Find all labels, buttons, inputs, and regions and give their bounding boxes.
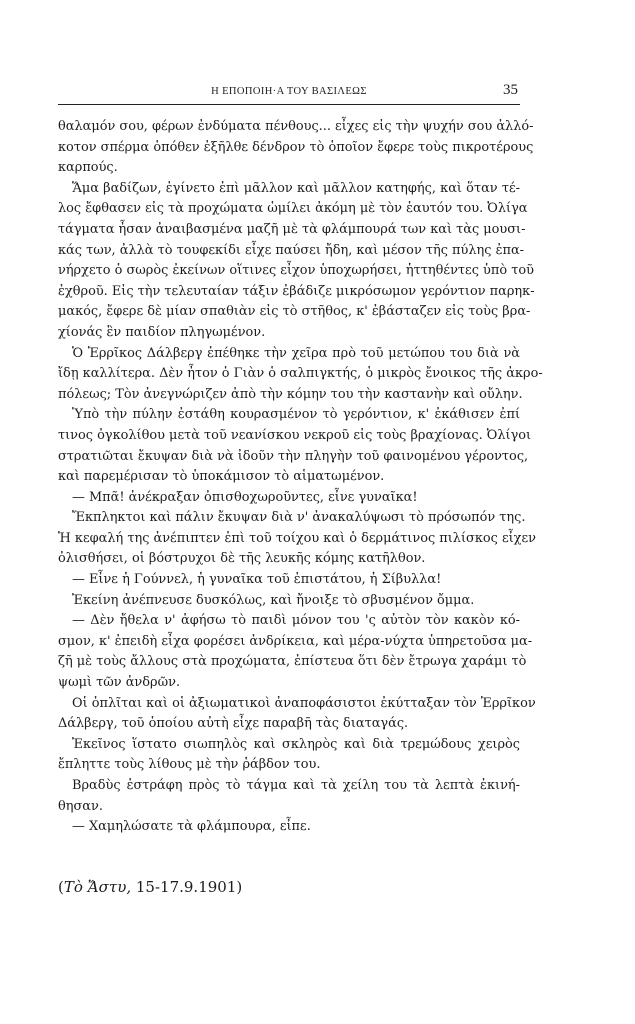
text-line: Βραδὺς ἐστράφη πρὸς τὸ τάγμα καὶ τὰ χείλη του τὰ λεπτὰ ἐκινή- (72, 778, 520, 793)
text-line: Ἐκεῖνος ἵστατο σιωπηλὸς καὶ σκληρὸς καὶ διὰ τρεμώδους χειρὸς (72, 736, 520, 752)
text-line: Δάλβεργ, τοῦ ὁποίου αὐτὴ εἶχε παραβῆ τὰς διαταγάς. (58, 716, 409, 732)
text-line: κοτον σπέρμα ὁπόθεν ἐξῆλθε δένδρον τὸ ὁποῖον ἔφερε τοὺς πικροτέρους (58, 139, 534, 155)
source-open-paren: ( (58, 878, 64, 896)
text-line: Ὁ Ἐρρῖκος Δάλβεργ ἐπέθηκε τὴν χεῖρα πρὸ τοῦ μετώπου του διὰ νὰ (72, 345, 520, 361)
dialogue-line: — Μπᾶ! ἀνέκραξαν ὀπισθοχωροῦντες, εἶνε γυναῖκα! (72, 489, 418, 505)
text-line: Ἡ κεφαλή της ἀνέπιπτεν ἐπὶ τοῦ τοίχου καὶ ὁ δερμάτινος πιλίσκος εἶχεν (58, 530, 537, 546)
page-number: 35 (503, 82, 518, 98)
source-dates: 15-17.9.1901) (131, 878, 243, 896)
text-line: Ἐκείνη ἀνέπνευσε δυσκόλως, καὶ ἤνοιξε τὸ σβυσμένον ὄμμα. (72, 592, 475, 608)
running-title: Η ΕΠΟΠΟΙΗ·Α ΤΟΥ ΒΑΣΙΛΕΩΣ (211, 86, 367, 97)
text-line: θαλαμόν σου, φέρων ἐνδύματα πένθους... εἶχες εἰς τὴν ψυχήν σου ἀλλό- (58, 119, 534, 134)
dialogue-line: — Δὲν ἤθελα ν' ἀφήσω τὸ παιδὶ μόνον του 'ς αὐτὸν τὸν κακὸν κό- (72, 613, 520, 629)
text-line: λος ἔφθασεν εἰς τὰ προχώματα ὡμίλει ἀκόμη μὲ τὸν ἑαυτόν του. Ὀλίγα (58, 201, 528, 217)
text-line: Ἅμα βαδίζων, ἐγίνετο ἐπὶ μᾶλλον καὶ μᾶλλον κατηφής, καὶ ὅταν τέ- (72, 180, 520, 196)
text-line: στρατιῶται ἔκυψαν διὰ νὰ ἰδοῦν τὴν πληγὴν τοῦ φαινομένου γέροντος, (58, 448, 529, 464)
text-line: Ὑπὸ τὴν πύλην ἐστάθη κουρασμένον τὸ γερόντιον, κ' ἐκάθισεν ἐπί (72, 407, 520, 423)
text-line: χίονάς ἓν παιδίον πληγωμένον. (58, 324, 266, 340)
text-line: κάς των, ἀλλὰ τὸ τουφεκίδι εἶχε παύσει ἤδη, καὶ μέσον τῆς πύλης ἐπα- (58, 242, 525, 258)
text-line: καρπούς. (58, 160, 118, 176)
text-line: τάγματα ἦσαν ἀναιβασμένα μαζῆ μὲ τὰ φλάμπουρά των καὶ τὰς μουσι- (58, 221, 526, 237)
text-line: ζῆ μὲ τοὺς ἄλλους στὰ προχώματα, ἐπίστευα ὅτι δὲν ἔτρωγα χαράμι τὸ (58, 654, 527, 670)
text-line: τινος ὀγκολίθου μετὰ τοῦ νεανίσκου νεκροῦ εἰς τοὺς βραχίονας. Ὀλίγοι (58, 427, 532, 443)
text-line: θησαν. (58, 798, 103, 814)
text-line: ἴδῃ καλλίτερα. Δὲν ἦτον ὁ Γιὰν ὁ σαλπιγκτής, ὁ μικρὸς ἔνοικος τῆς ἀκρο- (58, 366, 543, 382)
text-line: σμον, κ' ἐπειδὴ εἶχα φορέσει ἀνδρίκεια, καὶ μέρα-νύχτα ὑπηρετοῦσα μα- (58, 633, 533, 649)
text-line: καὶ παρεμέρισαν τὸ ὑποκάμισον τὸ αἱματωμένον. (58, 469, 385, 485)
dialogue-line: — Εἶνε ἡ Γούννελ, ἡ γυναῖκα τοῦ ἐπιστάτου, ἡ Σίβυλλα! (72, 572, 442, 588)
running-header (58, 82, 520, 105)
text-line: Ἔκπληκτοι καὶ πάλιν ἔκυψαν διὰ ν' ἀνακαλύψωσι τὸ πρόσωπόν της. (72, 510, 526, 526)
text-line: Οἱ ὁπλῖται καὶ οἱ ἀξιωματικοὶ ἀναποφάσιστοι ἐκύτταξαν τὸν Ἐρρῖκον (72, 695, 536, 711)
text-line: ὀλισθήσει, οἱ βόστρυχοι δὲ τῆς λευκῆς κόμης κατῆλθον. (58, 551, 426, 567)
text-line: πόλεως; Τὸν ἀνεγνώριζεν ἀπὸ τὴν κόμην του τὴν καστανὴν καὶ οὔλην. (58, 386, 523, 402)
text-line: ἐχθροῦ. Εἰς τὴν τελευταίαν τάξιν ἐβάδιζε μικρόσωμον γερόντιον παρηκ- (58, 283, 535, 299)
source-citation (58, 878, 242, 896)
text-line: νήρχετο ὁ σωρὸς ἐκείνων οἵτινες εἶχον ὑποχωρήσει, ἡττηθέντες ὑπὸ τοῦ (58, 263, 534, 279)
dialogue-line: — Χαμηλώσατε τὰ φλάμπουρα, εἶπε. (72, 819, 311, 835)
source-publication: Τὸ Ἄστυ, (63, 878, 132, 896)
text-line: ἔπληττε τοὺς λίθους μὲ τὴν ῥάβδον του. (58, 757, 321, 773)
text-line: μακός, ἔφερε δὲ μίαν σπαθιὰν εἰς τὸ στῆθος, κ' ἐβάσταζεν εἰς τοὺς βρα- (58, 304, 531, 320)
body-text (58, 117, 543, 838)
text-line: ψωμὶ τῶν ἀνδρῶν. (58, 675, 181, 691)
